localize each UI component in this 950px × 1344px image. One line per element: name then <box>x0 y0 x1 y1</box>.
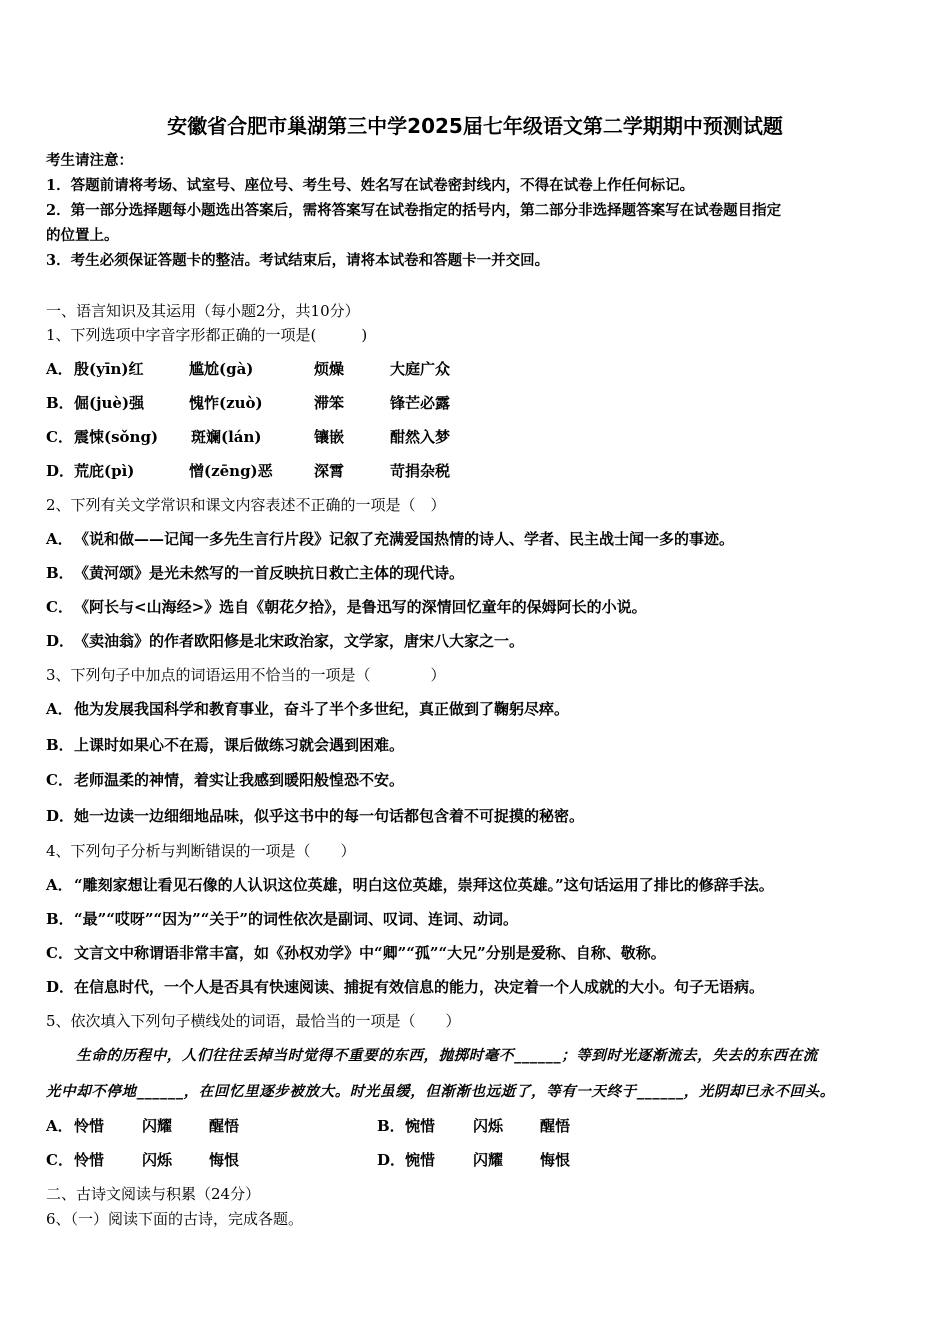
option-text: 在信息时代，一个人是否具有快速阅读、捕捉有效信息的能力，决定着一个人成就的大小。句子无语病。 <box>74 978 765 996</box>
option-d <box>46 460 906 482</box>
option-b <box>46 734 404 756</box>
option-label: C． <box>46 1151 73 1169</box>
exam-title: 安徽省合肥市巢湖第三中学2025届七年级语文第二学期期中预测试题 <box>167 114 783 138</box>
option-label: A． <box>46 700 73 718</box>
option-cell: 怜惜 <box>74 1151 105 1169</box>
passage-line: 光中却不停地______，在回忆里逐步被放大。时光虽缓，但渐渐也远逝了，等有一天终于______，光阴却已永不回头。 <box>46 1083 835 1100</box>
option-cell: 醒悟 <box>209 1117 240 1135</box>
option-cell: 怜惜 <box>74 1117 105 1135</box>
option-label: A． <box>46 530 73 548</box>
option-a <box>46 874 774 896</box>
option-text: 上课时如果心不在焉，课后做练习就会遇到困难。 <box>74 736 405 754</box>
option-label: C． <box>46 428 73 446</box>
question-stem: 6、（一）阅读下面的古诗，完成各题。 <box>46 1210 304 1228</box>
option-a <box>46 358 906 380</box>
section-heading: 一、语言知识及其运用（每小题2分，共10分） <box>46 302 360 320</box>
option-label: B． <box>377 1117 405 1135</box>
option-d <box>46 805 584 827</box>
notice-item: 3．考生必须保证答题卡的整洁。考试结束后，请将本试卷和答题卡一并交回。 <box>46 252 550 269</box>
option-a <box>46 698 569 720</box>
passage-line: 生命的历程中，人们往往丢掉当时觉得不重要的东西，抛掷时毫不______；等到时光逐渐流去，失去的东西在流 <box>46 1047 818 1064</box>
option-c <box>46 769 404 791</box>
option-cell: 醒悟 <box>540 1117 571 1135</box>
notice-item: 的位置上。 <box>46 227 119 244</box>
option-cell: 大庭广众 <box>390 360 451 378</box>
question-stem: 2、下列有关文学常识和课文内容表述不正确的一项是（ ） <box>46 496 446 514</box>
option-d <box>46 630 524 652</box>
option-b <box>46 562 464 584</box>
option-d <box>377 1149 777 1171</box>
option-cell: 闪烁 <box>473 1117 504 1135</box>
option-cell: 闪耀 <box>473 1151 504 1169</box>
question-stem: 5、依次填入下列句子横线处的词语，最恰当的一项是（ ） <box>46 1012 461 1030</box>
option-cell: 惋惜 <box>405 1117 436 1135</box>
option-cell: 憎(zēng)恶 <box>189 462 273 480</box>
option-label: C． <box>46 944 73 962</box>
option-label: A． <box>46 876 73 894</box>
option-label: C． <box>46 771 73 789</box>
option-cell: 悔恨 <box>540 1151 571 1169</box>
option-label: C． <box>46 598 73 616</box>
question-stem: 1、下列选项中字音字形都正确的一项是( ) <box>46 326 368 344</box>
option-cell: 烦燥 <box>314 360 345 378</box>
notice-heading: 考生请注意： <box>46 152 133 169</box>
option-cell: 深霄 <box>314 462 345 480</box>
option-cell: 闪耀 <box>142 1117 173 1135</box>
option-label: D． <box>46 462 75 480</box>
option-text: 她一边读一边细细地品味，似乎这书中的每一句话都包含着不可捉摸的秘密。 <box>74 807 585 825</box>
option-cell: 镶嵌 <box>314 428 345 446</box>
option-cell: 荒庇(pì) <box>74 462 135 480</box>
option-text: 文言文中称谓语非常丰富，如《孙权劝学》中“卿”“孤”“大兄”分别是爱称、自称、敬称。 <box>74 944 666 962</box>
option-b <box>377 1115 777 1137</box>
option-cell: 锋芒必露 <box>390 394 451 412</box>
option-label: D． <box>377 1151 406 1169</box>
option-cell: 倔(juè)强 <box>74 394 145 412</box>
option-label: D． <box>46 978 75 996</box>
option-cell: 闪烁 <box>142 1151 173 1169</box>
option-text: “雕刻家想让看见石像的人认识这位英雄，明白这位英雄，崇拜这位英雄。”这句话运用了排比的修辞手法。 <box>74 876 774 894</box>
option-b <box>46 908 518 930</box>
option-d <box>46 976 764 998</box>
option-cell: 惋惜 <box>405 1151 436 1169</box>
option-text: 他为发展我国科学和教育事业，奋斗了半个多世纪，真正做到了鞠躬尽瘁。 <box>74 700 570 718</box>
option-cell: 滞笨 <box>314 394 345 412</box>
notice-item: 1．答题前请将考场、试室号、座位号、考生号、姓名写在试卷密封线内，不得在试卷上作任何标记。 <box>46 177 695 194</box>
option-c <box>46 596 647 618</box>
option-text: 《卖油翁》的作者欧阳修是北宋政治家，文学家，唐宋八大家之一。 <box>74 632 525 650</box>
option-cell: 震悚(sǒng) <box>74 428 159 446</box>
option-label: D． <box>46 632 75 650</box>
option-label: B． <box>46 394 74 412</box>
question-stem: 3、下列句子中加点的词语运用不恰当的一项是（ ） <box>46 666 446 684</box>
option-a <box>46 528 734 550</box>
notice-item: 2．第一部分选择题每小题选出答案后，需将答案写在试卷指定的括号内，第二部分非选择题答案写在试卷题目指定 <box>46 202 782 219</box>
option-cell: 尴尬(gà) <box>189 360 254 378</box>
option-text: 《阿长与<山海经>》选自《朝花夕拾》，是鲁迅写的深情回忆童年的保姆阿长的小说。 <box>74 598 647 616</box>
option-label: A． <box>46 1117 73 1135</box>
option-cell: 酣然入梦 <box>390 428 451 446</box>
section-heading: 二、古诗文阅读与积累（24分） <box>46 1185 261 1203</box>
option-text: 《黄河颂》是光未然写的一首反映抗日救亡主体的现代诗。 <box>74 564 465 582</box>
option-c <box>46 426 906 448</box>
option-label: D． <box>46 807 75 825</box>
option-label: B． <box>46 736 74 754</box>
option-label: A． <box>46 360 73 378</box>
option-c <box>46 942 666 964</box>
option-cell: 殷(yīn)红 <box>74 360 144 378</box>
option-cell: 苛捐杂税 <box>390 462 451 480</box>
option-text: 《说和做——记闻一多先生言行片段》记叙了充满爱国热情的诗人、学者、民主战士闻一多的事迹。 <box>74 530 735 548</box>
option-cell: 斑斓(lán) <box>191 428 262 446</box>
question-stem: 4、下列句子分析与判断错误的一项是（ ） <box>46 842 356 860</box>
option-label: B． <box>46 910 74 928</box>
option-text: 老师温柔的神情，着实让我感到暖阳般惶恐不安。 <box>74 771 405 789</box>
option-label: B． <box>46 564 74 582</box>
option-cell: 悔恨 <box>209 1151 240 1169</box>
option-cell: 愧怍(zuò) <box>189 394 263 412</box>
option-text: “最”“哎呀”“因为”“关于”的词性依次是副词、叹词、连词、动词。 <box>74 910 519 928</box>
option-b <box>46 392 906 414</box>
